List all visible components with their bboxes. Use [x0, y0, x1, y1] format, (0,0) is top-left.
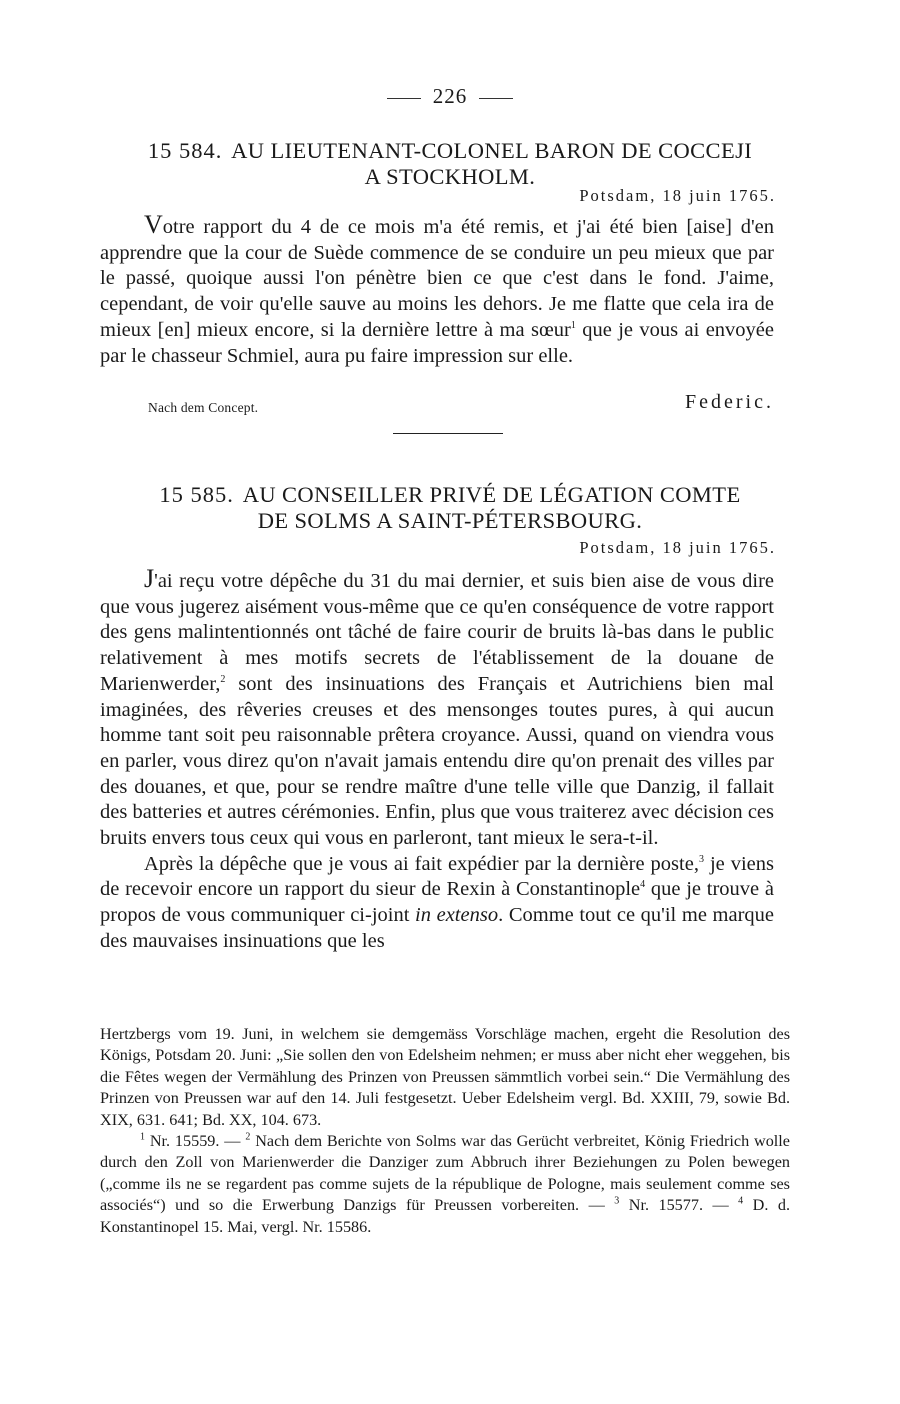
footnote-list: $^1$ Nr. 15559. — $^2$ Nach dem Berichte von Solms war das Gerücht verbreitet, König Friedrich wolle durch den Zoll von Marienwerder die Danziger zum Abbruch ihrer Beziehungen zu Polen bewegen („comme ils ne se regardent pas comme sujets de la république de Pologne, mais seulement comme ses associés“) und so die Erwerbung Danzigs für Preussen vorbereiten. — $^3$ Nr. 15577. — $^4$ D. d. Konstantinopel 15. Mai, vergl. Nr. 15586.	[100, 1131, 791, 1236]
letter-1-paragraph: Votre rapport du 4 de ce mois m'a été remis, et j'ai été bien [aise] d'en apprendre que la cour de Suède commence de se conduire un peu mieux que par le passé, quoique aussi l'on pénètre bien ce que c'est dans le fond. J'aime, cependant, de voir qu'elle sauve au moins les dehors. Je me flatte que cela ira de mieux [en] mieux encore, si la dernière lettre à ma sœur$^1$ que je vous ai envoyée par le chasseur Schmiel, aura pu faire impression sur elle.	[100, 210, 774, 367]
letter-2-heading-line2: DE SOLMS A SAINT-PÉTERSBOURG.	[257, 508, 643, 533]
footnote-ref-1: 1	[570, 319, 576, 331]
letter-1-number: 15 584.	[147, 138, 223, 163]
footnotes	[100, 1024, 790, 1238]
footnote-ref-2: 2	[220, 673, 226, 685]
letter-1-signature: Federic.	[685, 391, 774, 413]
italic-in-extenso: in extenso	[415, 904, 499, 927]
letter-2-body	[100, 566, 774, 955]
letter-2-heading-line1: 15 585. AU CONSEILLER PRIVÉ DE LÉGATION COMTE	[159, 482, 741, 507]
footnote-mark-2: 2	[245, 1131, 251, 1143]
page-number-text: 226	[432, 84, 468, 108]
letter-2-paragraph-2: Après la dépêche que je vous ai fait expédier par la dernière poste,$^3$ je viens de recevoir encore un rapport du sieur de Rexin à Constantinople$^4$ que je trouve à propos de vous communiquer ci-joint in extenso. Comme tout ce qu'il me marque des mauvaises insinuations que les	[100, 852, 774, 952]
footnote-continuation: Hertzbergs vom 19. Juni, in welchem sie demgemäss Vorschläge machen, ergeht die Resolution des Königs, Potsdam 20. Juni: „Sie sollen den von Edelsheim nehmen; er muss aber nicht eher weggehen, bis die Fêtes wegen der Vermählung des Prinzen von Preussen sämmtlich vorbei sein.“ Die Vermählung des Prinzen von Preussen war auf den 14. Juli festgesetzt. Ueber Edelsheim vergl. Bd. XXIII, 79, sowie Bd. XIX, 631. 641; Bd. XX, 104. 673.	[100, 1025, 790, 1129]
letter-2-heading	[100, 482, 800, 534]
page-number-dash-right	[479, 98, 513, 99]
letter-1-body	[100, 212, 774, 369]
letter-1-heading-line1: 15 584. AU LIEUTENANT-COLONEL BARON DE COCCEJI	[147, 138, 753, 163]
letter-1-heading-line2: A STOCKHOLM.	[364, 164, 536, 189]
section-divider	[393, 433, 503, 434]
footnote-mark-1: 1	[140, 1131, 145, 1143]
letter-1-source-note: Nach dem Concept.	[148, 400, 259, 415]
page-number	[0, 84, 900, 109]
footnote-mark-3: 3	[614, 1195, 620, 1207]
footnote-ref-3: 3	[698, 853, 704, 865]
letter-2-place-date: Potsdam, 18 juin 1765.	[579, 538, 776, 557]
letter-1-place-date: Potsdam, 18 juin 1765.	[579, 186, 776, 205]
footnote-mark-4: 4	[738, 1195, 744, 1207]
footnote-ref-4: 4	[640, 879, 646, 891]
letter-2-number: 15 585.	[159, 482, 234, 507]
letter-2-paragraph-1: J'ai reçu votre dépêche du 31 du mai dernier, et suis bien aise de vous dire que vous jugerez aisément vous-même que ce qu'en conséquence de votre rapport des gens malintentionnés ont tâché de faire courir de bruits là-bas dans le public relativement à mes motifs secrets de l'établissement de la douane de Marienwerder,$^2$ sont des insinuations des Français et Autrichiens bien mal imaginées, des rêveries creuses et des mensonges toutes pures, à qui aucun homme tant soit peu raisonnable prêtera croyance. Aussi, quand on viendra vous en parler, vous direz qu'on n'avait jamais entendu dire qu'on prenait des villes par des douanes, et que, pour se rendre maître d'une telle ville que Danzig, il fallait des batteries et autres cérémonies. Enfin, plus que vous traiterez avec décision ces bruits envers tous ceux qui vous en parleront, tant mieux le sera-t-il.	[100, 564, 774, 850]
letter-1-heading	[100, 138, 800, 190]
page-number-dash-left	[387, 98, 421, 99]
